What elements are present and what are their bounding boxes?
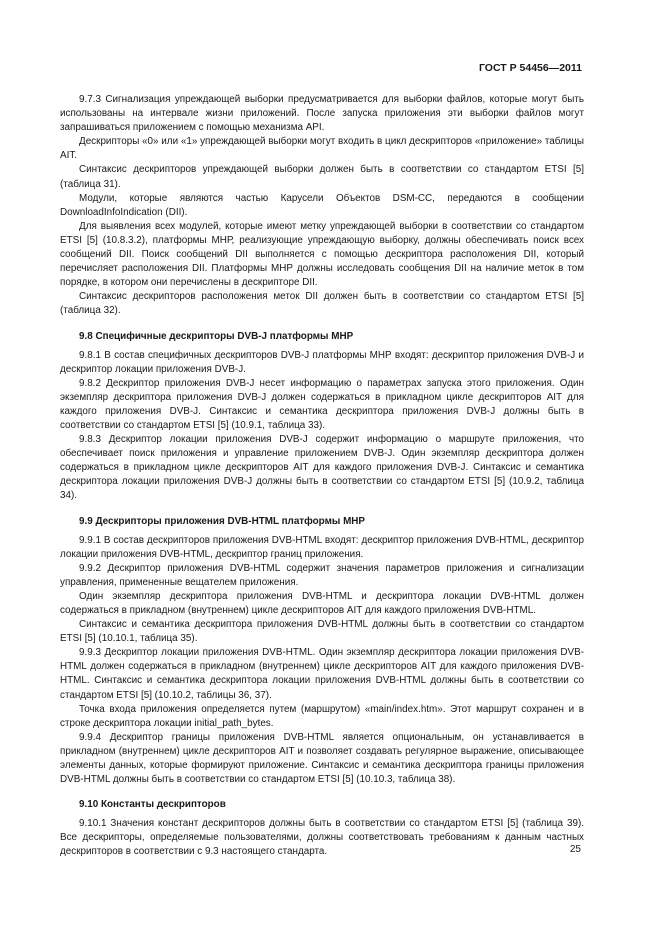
- paragraph: Синтаксис дескрипторов расположения меток DII должен быть в соответствии со стандартом ETSI [5] (таблица 32).: [60, 291, 584, 317]
- paragraph: 9.9.4 Дескриптор границы приложения DVB-HTML является опциональным, он устанавливается в прикладном (внутреннем) цикле дескрипторов AIT и позволяет создавать регулярное выражение, описывающее элементы данных, которые формируют приложение. Синтаксис и семантика дескриптора границы приложения DVB-HTML должны быть в соответствии со стандартом ETSI [5] (10.10.3, таблица 38).: [60, 731, 584, 786]
- paragraph: Дескрипторы «0» или «1» упреждающей выборки могут входить в цикл дескрипторов «приложение» таблицы AIT.: [60, 136, 584, 162]
- page-number: 25: [569, 844, 581, 855]
- paragraph: Синтаксис дескрипторов упреждающей выборки должен быть в соответствии со стандартом ETSI [5] (таблица 31).: [60, 164, 584, 190]
- section-heading: 9.8 Специфичные дескрипторы DVB-J платформы МНР: [79, 330, 354, 342]
- section-heading: 9.10 Константы дескрипторов: [79, 799, 226, 811]
- paragraph: 9.8.1 В состав специфичных дескрипторов DVB-J платформы МНР входят: дескриптор приложения DVB-J и дескриптор локации приложения DVB-J.: [60, 349, 584, 375]
- paragraph: 9.9.3 Дескриптор локации приложения DVB-HTML. Один экземпляр дескриптора локации приложения DVB-HTML должен содержаться в прикладном (внутреннем) цикле дескрипторов AIT для каждого приложения DVB-HTML. Синтаксис и семантика дескриптора локации приложения DVB-HTML должны быть в соответствии со стандартом ETSI [5] (10.10.2, таблицы 36, 37).: [60, 647, 584, 701]
- document-header: ГОСТ Р 54456—2011: [478, 62, 582, 74]
- paragraph: Модули, которые являются частью Карусели Объектов DSM-CC, передаются в сообщении DownloadInfoIndication (DII).: [60, 192, 584, 218]
- paragraph: 9.8.2 Дескриптор приложения DVB-J несет информацию о параметрах запуска этого приложения. Один экземпляр дескриптора приложения DVB-J должен содержаться в прикладном цикле дескрипторов AIT для каждого приложения DVB-J. Синтаксис и семантика дескриптора приложения DVB-J должны быть в соответствии со стандартом ETSI [5] (10.9.1, таблица 33).: [60, 377, 584, 431]
- paragraph: Один экземпляр дескриптора приложения DVB-HTML и дескриптора локации DVB-HTML должен содержаться в прикладном (внутреннем) цикле дескрипторов AIT для каждого приложения DVB-HTML.: [60, 590, 584, 616]
- section-heading: 9.9 Дескрипторы приложения DVB-HTML платформы МНР: [79, 515, 366, 527]
- paragraph: 9.10.1 Значения констант дескрипторов должны быть в соответствии со стандартом ETSI [5] (таблица 39). Все дескрипторы, определяемые пользователями, должны соответствовать требованиям к данным частных дескрипторов в соответствии с 9.3 настоящего стандарта.: [60, 818, 584, 858]
- paragraph: 9.9.1 В состав дескрипторов приложения DVB-HTML входят: дескриптор приложения DVB-HTML, дескриптор локации приложения DVB-HTML, дескриптор границ приложения.: [60, 534, 584, 560]
- paragraph: Точка входа приложения определяется путем (маршрутом) «main/index.htm». Этот маршрут сохранен и в строке дескриптора локации initial_path_bytes.: [60, 703, 584, 729]
- paragraph: 9.7.3 Сигнализация упреждающей выборки предусматривается для выборки файлов, которые могут быть использованы на интервале жизни приложений. После запуска приложения эти выборки файлов могут запрашиваться приложением с помощью механизма API.: [60, 94, 584, 134]
- paragraph: 9.8.3 Дескриптор локации приложения DVB-J содержит информацию о маршруте приложения, что обеспечивает поиск приложения и управление приложением DVB-J. Один экземпляр дескриптора должен содержаться в прикладном цикле дескрипторов AIT для каждого приложения DVB-J. Синтаксис и семантика дескриптора локации приложения DVB-J должны быть в соответствии со стандартом ETSI [5] (10.9.2, таблица 34).: [60, 434, 584, 502]
- document-body: [60, 93, 584, 860]
- paragraph: Синтаксис и семантика дескриптора приложения DVB-HTML должны быть в соответствии со стандартом ETSI [5] (10.10.1, таблица 35).: [60, 619, 584, 645]
- paragraph: Для выявления всех модулей, которые имеют метку упреждающей выборки в соответствии со стандартом ETSI [5] (10.8.3.2), платформы МНР, реализующие упреждающую выборку, должны обеспечивать поиск всех сообщений DII. Поиск сообщений DII выполняется с помощью дескриптора расположения DII, который перечисляет расположения DII. Платформы МНР должны исследовать сообщения DII на наличие меток в том порядке, в котором они перечислены в дескрипторе DII.: [60, 220, 584, 289]
- paragraph: 9.9.2 Дескриптор приложения DVB-HTML содержит значения параметров приложения и сигнализации управления, примененные вещателем приложения.: [60, 562, 584, 588]
